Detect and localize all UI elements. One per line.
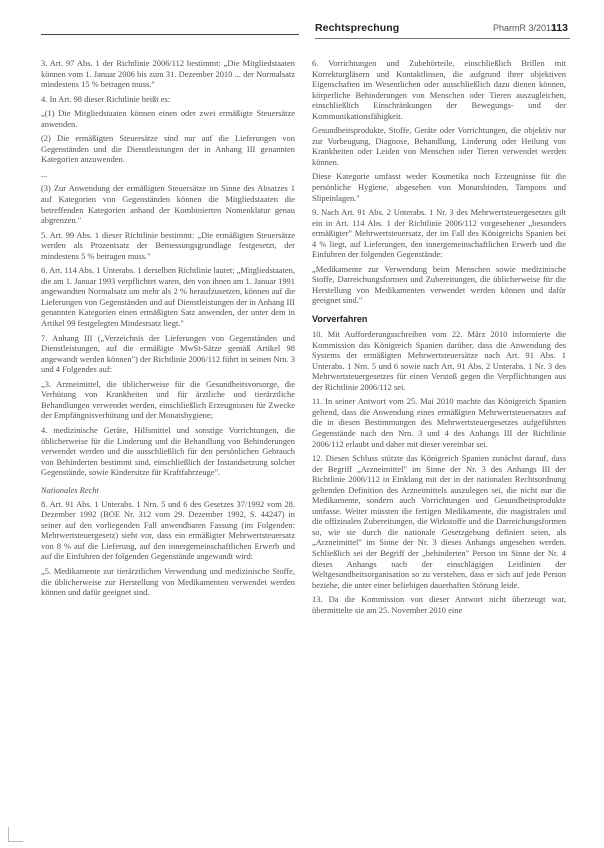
running-header: [41, 22, 570, 42]
paragraph: 11. In seiner Antwort vom 25. Mai 2010 machte das Königreich Spanien geltend, dass die Anwendung eines ermäßigten Mehrwertsteuersatzes auf die in diesen Bestimmungen des Mehrwertsteuergesetzes aufgeführten Gegenstände nach den Nrn. 3 und 4 des Anhangs III der Richtlinie 2006/112 erlaubt und daher mit dieser vereinbar sei.: [312, 396, 566, 449]
right-column: [312, 58, 566, 619]
journal-name: PharmR 3/2013: [493, 23, 557, 33]
left-column: [41, 58, 295, 602]
header-rule-left: [41, 34, 299, 35]
paragraph: „5. Medikamente zur tierärztlichen Verwendung und medizinische Stoffe, die üblicherweise zur Herstellung von Medikamenten verwendet werden können und dafür geeignet sind.: [41, 565, 295, 598]
paragraph: 8. Art. 91 Abs. 1 Unterabs. 1 Nrn. 5 und 6 des Gesetzes 37/1992 vom 28. Dezember 1992 (BOE Nr. 312 vom 29. Dezember 1992, S. 44247) in seiner auf den vorliegenden Fall anwendbaren Fassung (im Folgenden: Mehrwertsteuergesetz) sieht vor, dass ein ermäßigter Mehrwertsteuersatz von 8 % auf die Lieferung, auf den innergemeinschaftlichen Erwerb und auf die Einfuhren der folgenden Gegenstände angewandt wird:: [41, 498, 295, 562]
header-rule-right: [315, 38, 570, 39]
paragraph: 5. Art. 99 Abs. 1 dieser Richtlinie bestimmt: „Die ermäßigten Steuersätze werden als Prozentsatz der Bemessungsgrundlage festgesetzt, der mindestens 5 % betragen muss.": [41, 229, 295, 261]
section-heading-proceedings: Vorverfahren: [312, 314, 368, 325]
paragraph: 13. Da die Kommission von dieser Antwort nicht überzeugt war, übermittelte sie am 25. November 2010 eine: [312, 594, 566, 615]
paragraph: 12. Diesen Schluss stützte das Königreich Spanien zunächst darauf, dass der Begriff „Arzneimittel" im Sinne der Nr. 3 des Anhangs III der Richtlinie 2006/112 in Einklang mit der in der nationalen Rechtsordnung geltenden Definition des Arzneimittels auszulegen sei, die nicht nur die Medikamente, sondern auch Vorrichtungen und Gesundheitsprodukte umfasse. Weiter müssten die fertigen Medikamente, die magistralen und die offizinalen Zubereitungen, die Wirkstoffe und die Darreichungsformen so, wie sie durch die nationale Gesetzgebung definiert seien, als „Arzneimittel" im Sinne der Nr. 3 dieses Anhangs angesehen werden. Schließlich sei der Begriff der „behinderten" Person im Sinne der Nr. 4 dieses Anhangs nach der einschlägigen Leitlinien der Weltgesundheitsorganisation so zu verstehen, dass er sich auf jede Person beziehe, die unter einer beliebigen dauerhaften Störung leide.: [312, 453, 566, 590]
subheading-national-law: Nationales Recht: [41, 484, 99, 495]
paragraph: (2) Die ermäßigten Steuersätze sind nur auf die Lieferungen von Gegenständen und die Dienstleistungen der in Anhang III genannten Kategorien anzuwenden.: [41, 133, 295, 165]
crop-mark: [8, 827, 23, 842]
paragraph: „Medikamente zur Verwendung beim Menschen sowie medizinische Stoffe, Darreichungsformen und Zubereitungen, die üblicherweise für die Herstellung von Medikamenten verwendet werden können und dafür geeignet sind.": [312, 263, 566, 306]
paragraph: 6. Vorrichtungen und Zubehörteile, einschließlich Brillen mit Korrekturgläsern und Kontaktlinsen, die aufgrund ihrer objektiven Eigenschaften im Wesentlichen oder ausschließlich dazu dienen können, körperliche Behinderungen von Menschen oder Tieren auszugleichen, einschließlich Einschränkungen der Bewegungs- und der Kommunikationsfähigkeit.: [312, 58, 566, 121]
paragraph: 9. Nach Art. 91 Abs. 2 Unterabs. 1 Nr. 3 des Mehrwertsteuergesetzes gilt ein in Art. 114 Abs. 1 der Richtlinie 2006/112 vorgesehener „besonders ermäßigter" Mehrwertsteuersatz, der im Fall des Königreichs Spanien bei 4 % liegt, auf Lieferungen, den innergemeinschaftlichen Erwerb und die Einfuhren der folgenden Gegenstände:: [312, 207, 566, 260]
paragraph: 10. Mit Aufforderungsschreiben vom 22. März 2010 informierte die Kommission das Königreich Spanien darüber, dass die Anwendung des Systems der ermäßigten Mehrwertsteuersätze nach Art. 91 Abs. 1 Unterabs. 1 Nrn. 5 und 6 sowie nach Art. 91 Abs. 2 Unterabs. 1 Nr. 3 des Mehrwertsteuergesetzes für einen Verstoß gegen die Verpflichtungen aus der Richtlinie 2006/112 sei.: [312, 329, 566, 392]
paragraph: Gesundheitsprodukte, Stoffe, Geräte oder Vorrichtungen, die objektiv nur zur Vorbeugung, Diagnose, Behandlung, Linderung oder Heilung von Krankheiten oder Leiden von Menschen oder Tieren verwendet werden können.: [312, 125, 566, 167]
paragraph: „(1) Die Mitgliedstaaten können einen oder zwei ermäßigte Steuersätze anwenden.: [41, 108, 295, 129]
paragraph: 4. medizinische Geräte, Hilfsmittel und sonstige Vorrichtungen, die üblicherweise für die Linderung und die Behandlung von Behinderungen verwendet werden und die ausschließlich für den persönlichen Gebrauch von Behinderten bestimmt sind, einschließlich der Instandsetzung solcher Gegenstände, sowie Kindersitze für Kraftfahrzeuge".: [41, 424, 295, 478]
paragraph: (3) Zur Anwendung der ermäßigten Steuersätze im Sinne des Absatzes 1 auf Kategorien von Gegenständen können die Mitgliedstaaten die betreffenden Kategorien anhand der Kombinierten Nomenklatur genau abgrenzen.": [41, 183, 295, 226]
section-rubric: Rechtsprechung: [315, 22, 400, 34]
paragraph: Diese Kategorie umfasst weder Kosmetika noch Erzeugnisse für die persönliche Hygiene, abgesehen von Monatsbinden, Tampons und Slipeinlagen.": [312, 171, 566, 203]
page-number: 113: [551, 22, 568, 34]
paragraph: 7. Anhang III („Verzeichnis der Lieferungen von Gegenständen und Dienstleistungen, auf die ermäßigte MwSt-Sätze gemäß Artikel 98 angewandt werden können") der Richtlinie 2006/112 führt in seinen Nrn. 3 und 4 Folgendes auf:: [41, 332, 295, 375]
paragraph: 6. Art. 114 Abs. 1 Unterabs. 1 derselben Richtlinie lautet: „Mitgliedstaaten, die am 1. Januar 1993 verpflichtet waren, den von ihnen am 1. Januar 1991 angewandten Normalsatz um mehr als 2 % heraufzusetzen, können auf die Lieferungen von Gegenständen und auf Dienstleistungen der in Anhang III genannten Kategorien einen ermäßigten Satz anwenden, der unter dem in Artikel 99 festgelegten Mindestsatz liegt.": [41, 265, 295, 329]
paragraph: „3. Arzneimittel, die üblicherweise für die Gesundheitsvorsorge, die Verhütung von Krankheiten und für ärztliche und tierärztliche Behandlungen verwendet werden, einschließlich Erzeugnissen für Zwecke der Empfängnisverhütung und der Monatshygiene;: [41, 378, 295, 421]
paragraph: 4. In Art. 98 dieser Richtlinie heißt es:: [41, 93, 171, 104]
paragraph: 3. Art. 97 Abs. 1 der Richtlinie 2006/112 bestimmt: „Die Mitgliedstaaten können vom 1. Januar 2006 bis zum 31. Dezember 2010 ... der Normalsatz mindestens 15 % betragen muss.": [41, 58, 295, 90]
paragraph: ...: [41, 168, 48, 179]
